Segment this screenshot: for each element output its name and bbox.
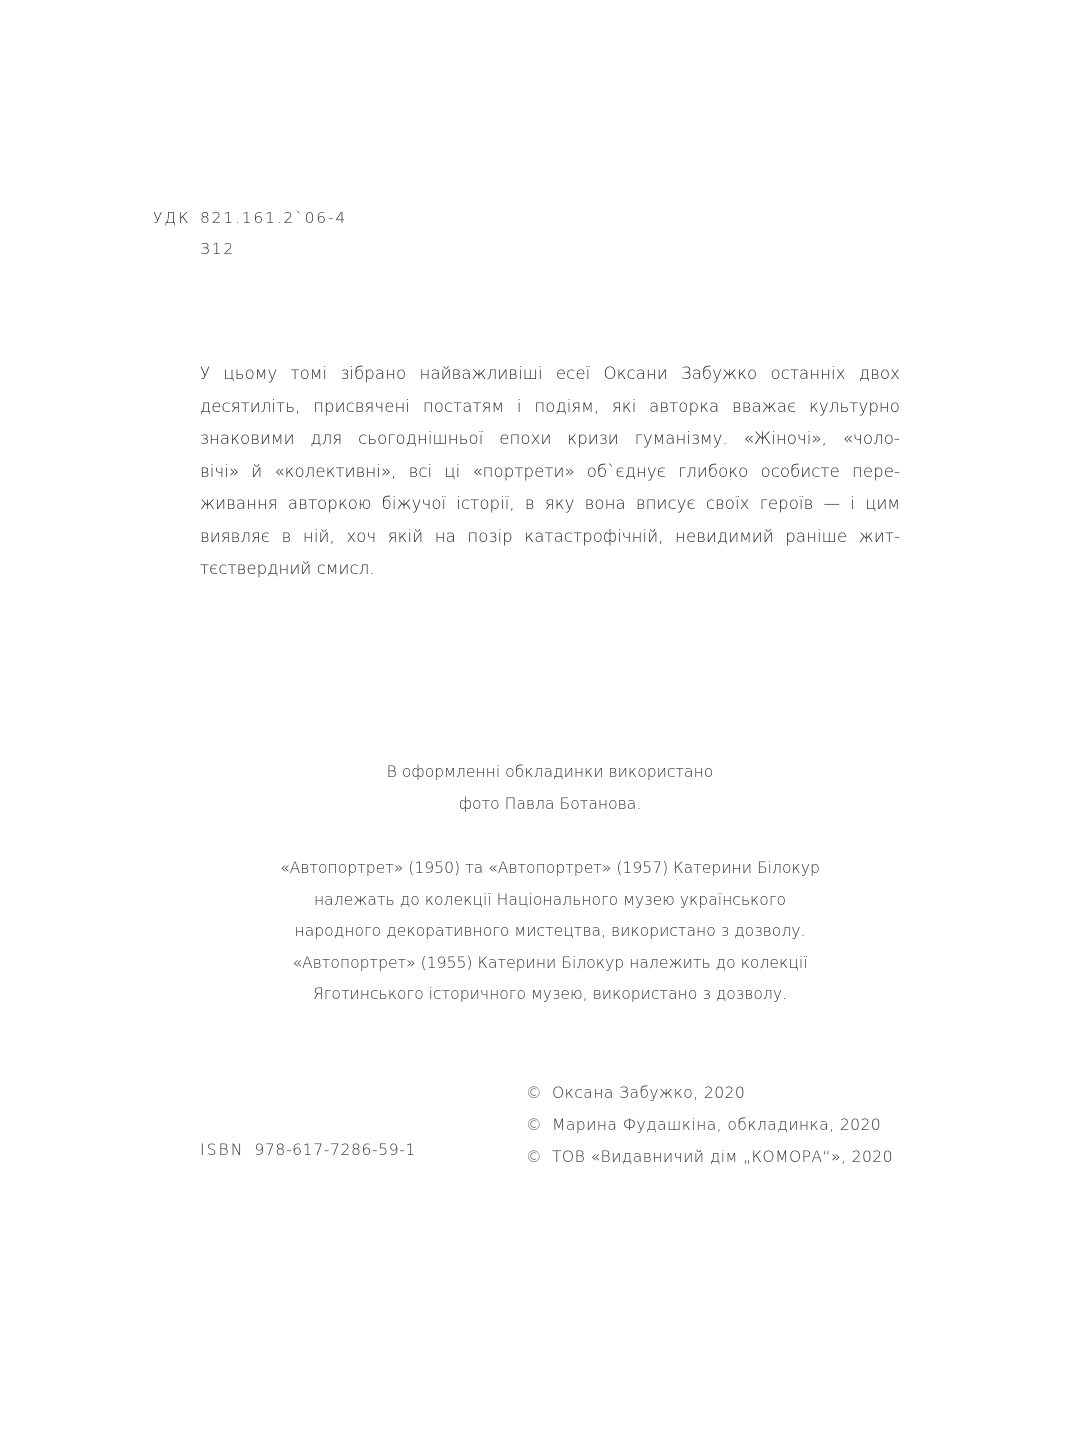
copyright-symbol: © — [526, 1148, 542, 1166]
udk-row — [153, 203, 347, 234]
classification-block — [153, 203, 347, 265]
annotation-line: знаковими для сьогоднішньої епохи кризи гуманізму. «Жіночі», «чоло- — [200, 429, 900, 448]
copyright-line — [526, 1109, 893, 1141]
cover-credit — [200, 757, 900, 820]
art-credit-line: належать до колекції Національного музею українського — [313, 890, 787, 909]
copyright-holder: Оксана Забужко, 2020 — [552, 1084, 746, 1102]
annotation-line: виявляє в ній, хоч якій на позір катастрофічній, невидимий раніше жит- — [200, 526, 900, 546]
isbn — [200, 1141, 416, 1159]
author-mark-row — [153, 234, 347, 265]
copyright-block — [526, 1077, 893, 1173]
cover-credit-line: фото Павла Ботанова. — [458, 794, 642, 813]
copyright-holder: ТОВ «Видавничий дім „КОМОРА“», 2020 — [552, 1148, 893, 1166]
copyright-symbol: © — [526, 1116, 542, 1134]
copyright-symbol: © — [526, 1084, 542, 1102]
art-credit-line: «Автопортрет» (1955) Катерини Білокур належить до колекції — [292, 953, 808, 972]
art-credit — [200, 853, 900, 1011]
isbn-label: ISBN — [200, 1141, 245, 1159]
udk-code: 821.161.2`06-4 — [200, 209, 348, 227]
annotation-line: вічі» й «колективні», всі ці «портрети» об`єднує глибоко особисте пере- — [200, 461, 900, 481]
annotation-paragraph — [200, 358, 900, 586]
copyright-holder: Марина Фудашкіна, обкладинка, 2020 — [552, 1116, 882, 1134]
annotation-line: живання авторкою біжучої історії, в яку вона вписує своїх героїв — і цим — [200, 494, 900, 513]
art-credit-line: «Автопортрет» (1950) та «Автопортрет» (1957) Катерини Білокур — [280, 859, 820, 877]
art-credit-line: народного декоративного мистецтва, використано з дозволу. — [294, 922, 806, 941]
author-mark: З12 — [200, 240, 235, 258]
annotation-line: десятиліть, присвячені постатям і подіям, які авторка вважає культурно — [200, 396, 900, 416]
copyright-line — [526, 1141, 893, 1173]
annotation-line: У цьому томі зібрано найважливіші есеї Оксани Забужко останніх двох — [200, 364, 900, 383]
cover-credit-line: В оформленні обкладинки використано — [386, 763, 714, 781]
art-credit-line: Яготинського історичного музею, використано з дозволу. — [312, 985, 788, 1004]
isbn-number: 978-617-7286-59-1 — [254, 1141, 417, 1159]
annotation-line: тєствердний смисл. — [200, 559, 375, 578]
copyright-line — [526, 1077, 893, 1109]
udk-label: УДК — [153, 209, 191, 227]
